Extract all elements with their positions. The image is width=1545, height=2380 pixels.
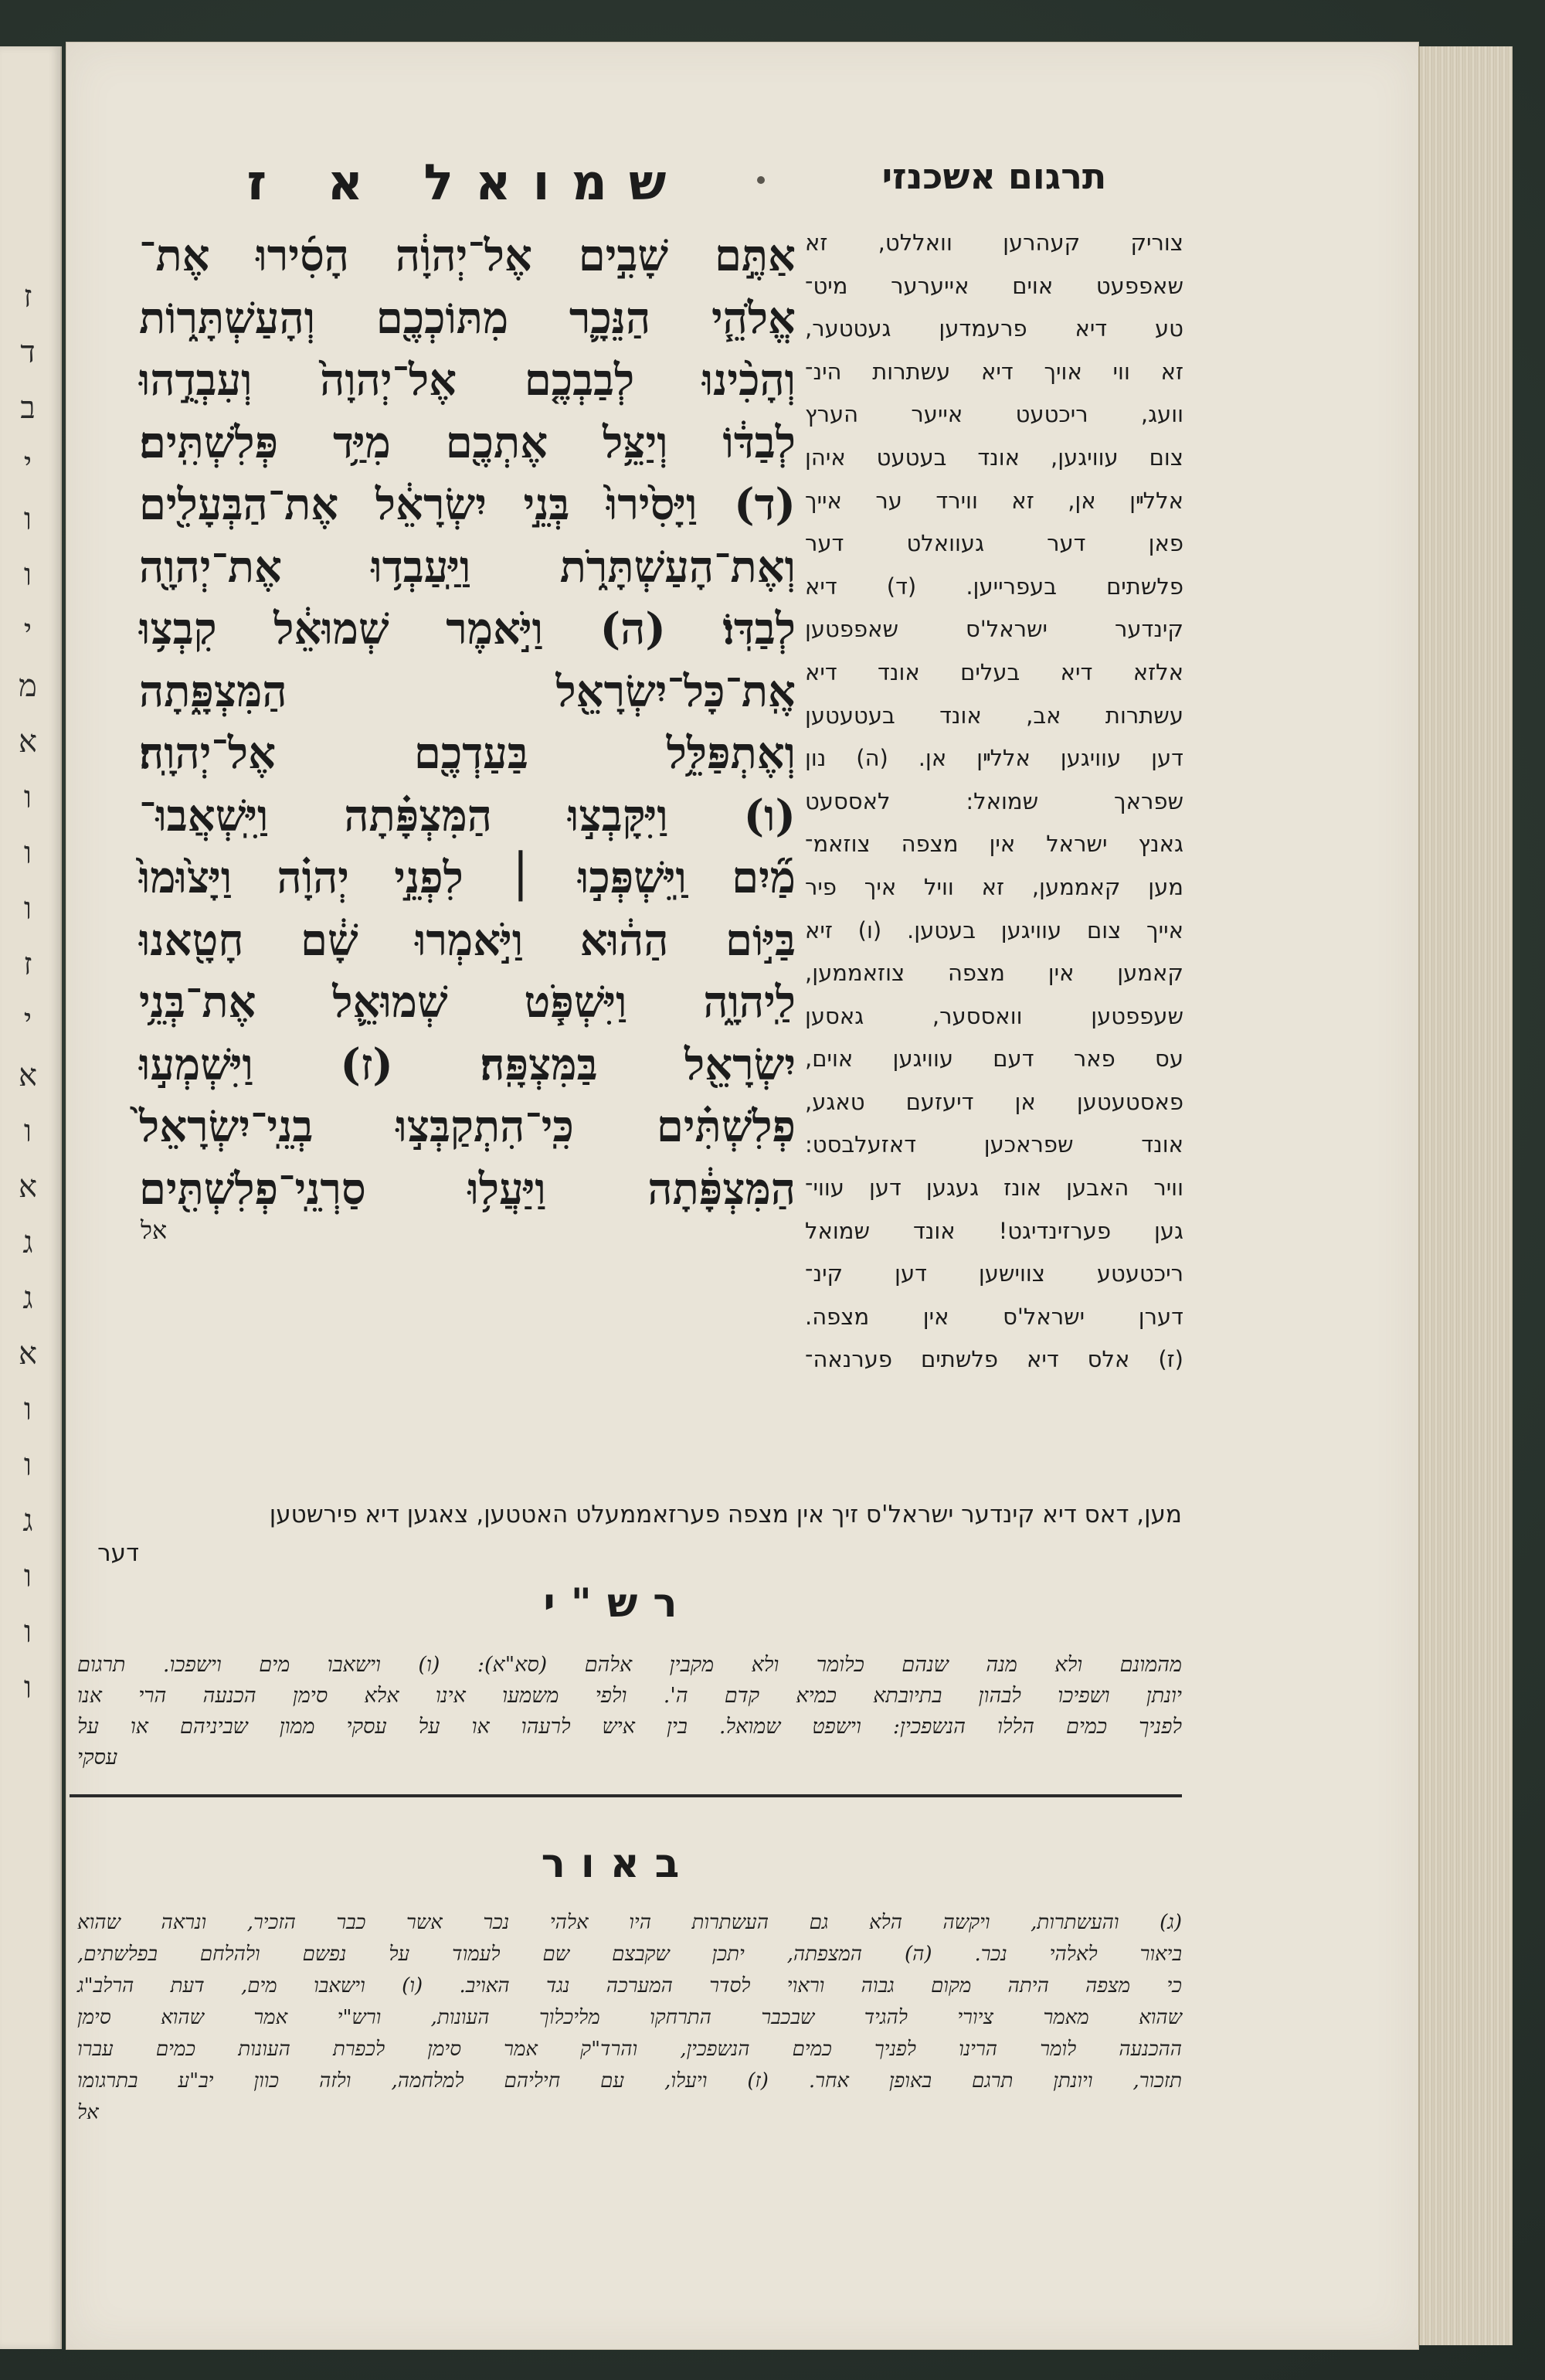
left-page-edge-char: מ bbox=[19, 668, 37, 704]
left-page-edge-char: ו bbox=[23, 891, 32, 926]
left-page-edge-char: ג bbox=[22, 1225, 33, 1260]
targum-header: תרגום אשכנזי bbox=[881, 155, 1107, 197]
biur-line: (ג) והעשתרות, ויקשה הלא גם העשתרות היו אלהי נכר אשר כבר הזכיר, ונראה שהוא bbox=[77, 1911, 1182, 1934]
left-page-edge-char: ו bbox=[23, 1559, 32, 1594]
targum-column bbox=[805, 155, 1183, 1382]
rashi-line: יונתן ושפיכו לבהון בתיובתא כמיא קדם ה'. ולפי משמעו אינו אלא סימן הכנעה הרי אנו bbox=[77, 1684, 1182, 1708]
hebrew-verse-line: לְבַדּ֔וֹ וְיַצֵּ֥ל אֶתְכֶ֖ם מִיַּ֥ד פְּלִשְׁתִּֽים׃ bbox=[139, 416, 796, 468]
rashi-line: עסקי bbox=[77, 1746, 118, 1770]
hebrew-verse-line: (ד) וַיָּסִ֙ירוּ֙ בְּנֵ֣י יִשְׂרָאֵ֔ל אֶת־הַבְּעָלִ֖ים bbox=[139, 479, 796, 530]
hebrew-verse-line: לַֽיהוָ֑ה וַיִּשְׁפֹּ֧ט שְׁמוּאֵ֛ל אֶת־בְּנֵ֥י bbox=[139, 977, 796, 1028]
targum-lines bbox=[805, 222, 1183, 1382]
biur-line: אל bbox=[77, 2101, 99, 2124]
rashi-commentary bbox=[77, 1650, 1182, 1773]
targum-line: צוריק קעהרען וואללט, זא bbox=[805, 230, 1183, 256]
targum-line: קינדער ישראל'ס שאפפטען bbox=[805, 616, 1183, 643]
targum-line: עס פאר דעם עוויגען אוים, bbox=[805, 1046, 1183, 1073]
targum-line: דען עוויגען אללײן אן. (ה) נון bbox=[805, 745, 1183, 772]
targum-line: וויר האבען אונז געגען דען עווי־ bbox=[805, 1175, 1183, 1202]
targum-line: עשתרות אב, אונד בעטעטען bbox=[805, 702, 1183, 729]
hebrew-running-header: שמואל א ז bbox=[246, 155, 688, 212]
left-page-edge-char: ו bbox=[23, 502, 32, 537]
left-page-edge-char: ו bbox=[23, 1670, 32, 1705]
left-page-edge-char: ד bbox=[20, 335, 36, 370]
hebrew-catchword: אל bbox=[141, 1216, 168, 1245]
targum-line: דערן ישראל'ס אין מצפה. bbox=[805, 1303, 1183, 1330]
targum-line: וועג, ריכטעט אייער הערץ bbox=[805, 401, 1183, 428]
biur-line: תזכור, ויונתן תרגם באופן אחר. (ז) ויעלו, עם חיליהם למלחמה, ולזה כוון יב"ע בתרגומו bbox=[77, 2069, 1182, 2093]
targum-line: זא ווי אויך דיא עשתרות הינ־ bbox=[805, 358, 1183, 385]
hebrew-verse-lines bbox=[139, 225, 796, 1220]
left-page-edge-char: ו bbox=[23, 780, 32, 815]
left-page-edge-char: ו bbox=[23, 835, 32, 871]
targum-line: (ז) אלס דיא פלשתים פערנאה־ bbox=[805, 1346, 1183, 1373]
left-page-edge-char: ג bbox=[22, 1280, 33, 1316]
targum-line: פאן דער געוואלט דער bbox=[805, 530, 1183, 557]
hebrew-verse-line: (ו) וַיִּקָּבְצ֣וּ הַמִּצְפָּ֗תָה וַיִּֽשְׁאֲבוּ־ bbox=[139, 790, 796, 842]
biur-line: ביאור לאלהי נכר. (ה) המצפתה, יתכן שקבצם שם לעמוד על נפשם ולהלחם בפלשתים, bbox=[77, 1943, 1182, 1966]
targum-line: שעפפטען וואססער, גאסען bbox=[805, 1002, 1183, 1029]
targum-line: מען קאממען, זא וויל איך פיר bbox=[805, 873, 1183, 900]
targum-continuation bbox=[70, 1495, 1182, 1572]
hebrew-verse-line: מַ֞יִם וַֽיִּשְׁפְּכ֣וּ ׀ לִפְנֵ֣י יְהוָ֗ה וַיָּצ֙וּמוּ֙ bbox=[139, 852, 796, 903]
biur-line: ההכנעה לומר הרינו לפניך כמים הנשפכין, והרד"ק אמר סימן לכפרת העונות כמים עברו bbox=[77, 2038, 1182, 2061]
page-stack-edges bbox=[1418, 46, 1513, 2345]
left-page-edge-char: ו bbox=[23, 1447, 32, 1483]
targum-line: גאנץ ישראל אין מצפה צוזאמ־ bbox=[805, 831, 1183, 858]
left-page-edge-char: ז bbox=[23, 279, 32, 314]
targum-line: פאסטעטען אן דיעזעם טאגע, bbox=[805, 1088, 1183, 1115]
targum-line: אללײן אן, זא ווירד ער אייך bbox=[805, 487, 1183, 514]
hebrew-verse-line: אַתֶּ֣ם שָׁבִ֣ים אֶל־יְהוָ֔ה הָסִ֜ירוּ אֶת־ bbox=[139, 230, 796, 281]
targum-line: פלשתים בעפרייען. (ד) דיא bbox=[805, 573, 1183, 600]
left-page-edge-char: א bbox=[18, 724, 37, 760]
hebrew-verse-line: פְלִשְׁתִּ֗ים כִּֽי־הִתְקַבְּצ֣וּ בְנֵֽי־יִשְׂרָאֵל֙ bbox=[139, 1101, 796, 1152]
hebrew-verse-line: יִשְׂרָאֵ֖ל בַּמִּצְפָּֽה׃ (ז) וַיִּשְׁמְע֣וּ bbox=[139, 1039, 796, 1090]
biur-line: כי מצפה היתה מקום גבוה וראוי לסדר המערכה נגד האויב. (ו) וישאבו מים, דעת הרלב"ג bbox=[77, 1974, 1182, 1998]
left-page-edge-char: ב bbox=[20, 390, 36, 426]
biur-line: שהוא מאמר ציורי להגיד שבכבר התרחקו מליכלוך העונות, ורש"י אמר שהוא סימן bbox=[77, 2006, 1182, 2029]
left-page-edge-char: ז bbox=[23, 947, 32, 982]
rashi-line: לפניך כמים הללו הנשפכין: וישפט שמואל. בין איש לרעהו או על עסקי ממון שביניהם או על bbox=[77, 1715, 1182, 1739]
biur-commentary bbox=[77, 1907, 1182, 2129]
rashi-header: רש"י bbox=[543, 1580, 693, 1627]
targum-line: אונד שפראכען דאזעלבסט: bbox=[805, 1131, 1183, 1158]
rashi-line: מהמונם ולא מנה שנהם כלומר ולא מקבין אלהם (סא"א): (ו) וישאבו מים וישפכו. תרגום bbox=[77, 1653, 1182, 1677]
targum-line: קאמען אין מצפה צוזאממען, bbox=[805, 960, 1183, 987]
left-page-edge-char: י bbox=[23, 613, 32, 648]
targum-tail-line: מען, דאס דיא קינדער ישראל'ס זיך אין מצפה פערזאממעלט האטטען, צאגען דיא פירשטען bbox=[269, 1501, 1182, 1528]
hebrew-verse-line: לְבַדּֽוֹ׃ (ה) וַיֹּ֣אמֶר שְׁמוּאֵ֔ל קִבְצ֥וּ bbox=[139, 604, 796, 654]
hebrew-verse-line: אֶֽת־כָּל־יִשְׂרָאֵ֖ל הַמִּצְפָּ֑תָה bbox=[139, 665, 796, 717]
left-page-edge-char: י bbox=[23, 1002, 32, 1038]
targum-line: ריכטעטע צווישען דען קינ־ bbox=[805, 1260, 1183, 1287]
targum-catchword: דער bbox=[97, 1539, 139, 1567]
targum-line: שאפפעט אוים אייערער מיט־ bbox=[805, 272, 1183, 299]
targum-line: אייך צום עוויגען בעטען. (ו) זיא bbox=[805, 916, 1183, 944]
targum-tail-catchword bbox=[70, 1534, 1182, 1572]
hebrew-verse-line: וְאֶת־הָעַשְׁתָּרֹ֑ת וַיַּֽעַבְד֥וּ אֶת־יְהוָ֖ה bbox=[139, 541, 796, 593]
left-page-edge-char: ו bbox=[23, 1392, 32, 1427]
targum-line: שפראך שמואל: לאססעט bbox=[805, 787, 1183, 814]
hebrew-verse-line: בַּיּ֣וֹם הַה֔וּא וַיֹּ֣אמְרוּ שָׁ֔ם חָטָ֖אנוּ bbox=[139, 914, 796, 966]
hebrew-verse-line: הַמִּצְפָּ֔תָה וַיַּעֲל֥וּ סַרְנֵֽי־פְלִשְׁתִּ֖ים bbox=[139, 1163, 796, 1215]
left-page-edge-char: א bbox=[18, 1169, 37, 1205]
left-page-edge-char: ו bbox=[23, 1114, 32, 1149]
targum-line: גען פערזינדיגט! אונד שמואל bbox=[805, 1217, 1183, 1244]
hebrew-verse-line: וְהָכִ֨ינוּ לְבַבְכֶ֤ם אֶל־יְהוָה֙ וְעִבְדֻ֣הוּ bbox=[139, 355, 796, 406]
section-divider bbox=[70, 1794, 1182, 1797]
left-page-edge-char: ג bbox=[22, 1503, 33, 1538]
hebrew-verse-line: וְאֶתְפַּלֵּ֥ל בַּעַדְכֶ֖ם אֶל־יְהוָֽה׃ bbox=[139, 728, 796, 779]
left-page-edge-char: י bbox=[23, 446, 32, 481]
hebrew-text-column bbox=[139, 155, 796, 1245]
hebrew-verse-line: אֱלֹהֵ֧י הַנֵּכָ֛ר מִתּוֹכְכֶ֖ם וְהָעַשְׁתָּר֑וֹת bbox=[139, 292, 796, 344]
biur-header: באור bbox=[541, 1841, 695, 1887]
targum-line: טע דיא פרעמדען געטטער, bbox=[805, 315, 1183, 342]
left-page-edge-char: ו bbox=[23, 557, 32, 593]
left-page-edge-char: א bbox=[18, 1336, 37, 1372]
left-page-edge bbox=[0, 46, 62, 2349]
targum-line: אלזא דיא בעלים אונד דיא bbox=[805, 658, 1183, 685]
left-page-edge-char: ו bbox=[23, 1614, 32, 1650]
left-page-edge-char: א bbox=[18, 1058, 37, 1093]
targum-line: צום עוויגען, אונד בעטעט איהן bbox=[805, 444, 1183, 471]
